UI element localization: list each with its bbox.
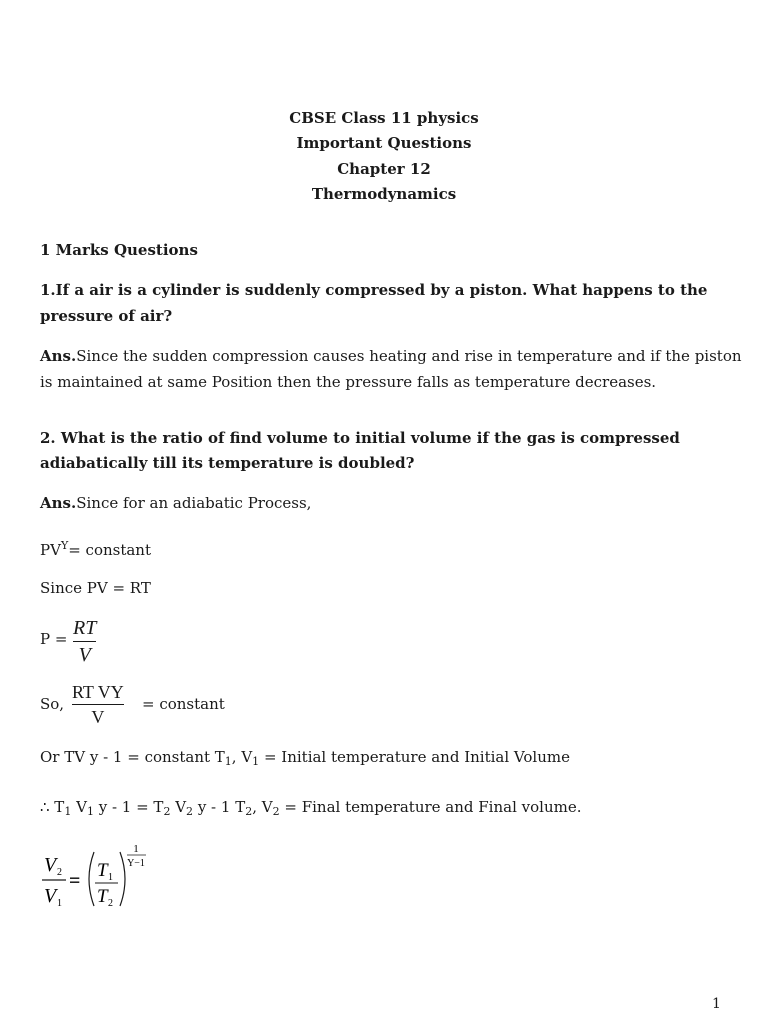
equation-so-lhs: So, (40, 695, 65, 713)
fraction-rt-over-v (73, 618, 96, 665)
eq-part: , V (231, 748, 253, 766)
ratio-formula (38, 840, 158, 912)
question-2-line-2: adiabatically till its temperature is doubled? (40, 454, 415, 472)
fraction-bar (72, 704, 124, 705)
eq-exponent: Y (60, 539, 69, 552)
equation-initial-state (40, 748, 570, 768)
fraction-numerator: RT (73, 617, 97, 639)
eq-subscript: 1 (86, 805, 94, 818)
answer-1-line-1 (40, 347, 742, 365)
fraction-denominator: V (91, 707, 105, 727)
formula-left-paren (89, 852, 94, 906)
formula-v-denominator: V (44, 885, 57, 907)
header-line-1: CBSE Class 11 physics (289, 109, 479, 127)
eq-subscript: 2 (186, 805, 194, 818)
eq-part: ∴ T (40, 798, 65, 816)
header-line-4: Thermodynamics (311, 185, 457, 203)
answer-label: Ans. (40, 494, 77, 512)
eq-part: y - 1 = T (93, 798, 164, 816)
answer-1-line-2: is maintained at same Position then the pressure falls as temperature decreases. (40, 373, 657, 391)
formula-t-subscript-1: 1 (108, 872, 113, 883)
equation-adiabatic (40, 539, 151, 559)
section-title: 1 Marks Questions (40, 241, 198, 259)
eq-part: , V (252, 798, 273, 816)
eq-subscript: 2 (272, 805, 280, 818)
eq-part: V (71, 798, 87, 816)
formula-t-denominator: T (97, 886, 108, 907)
equation-ideal-gas: Since PV = RT (40, 579, 151, 597)
eq-pv: PV (40, 541, 61, 559)
answer-2-intro (40, 494, 311, 512)
eq-part: V (170, 798, 187, 816)
question-1-line-2: pressure of air? (40, 307, 173, 325)
question-2-line-1: 2. What is the ratio of find volume to initial volume if the gas is compressed (40, 429, 680, 447)
answer-label: Ans. (40, 347, 77, 365)
fraction-numerator: RT VY (72, 682, 124, 702)
formula-right-paren (120, 852, 125, 906)
eq-constant: = constant (68, 541, 151, 559)
eq-subscript: 2 (163, 805, 171, 818)
eq-subscript: 1 (252, 755, 260, 768)
formula-t-subscript-2: 2 (108, 898, 113, 909)
eq-part: = Initial temperature and Initial Volume (259, 748, 570, 766)
eq-subscript: 1 (64, 805, 72, 818)
header-line-2: Important Questions (296, 134, 472, 152)
eq-part: = Final temperature and Final volume. (279, 798, 582, 816)
formula-exponent-denominator: Y−1 (127, 858, 145, 869)
header-line-3: Chapter 12 (337, 160, 431, 178)
formula-t-numerator: T (97, 860, 108, 881)
answer-2-text: Since for an adiabatic Process, (76, 494, 312, 512)
formula-exponent-numerator: 1 (133, 843, 139, 855)
page-number: 1 (712, 996, 721, 1012)
fraction-denominator: V (78, 644, 91, 666)
formula-v-numerator: V (44, 854, 57, 876)
fraction-bar (73, 641, 96, 642)
formula-equals: = (69, 870, 81, 892)
eq-part: y - 1 T (193, 798, 246, 816)
answer-1-text: Since the sudden compression causes heating and rise in temperature and if the piston (76, 347, 742, 365)
eq-part: Or TV y - 1 = constant T (40, 748, 225, 766)
question-1-line-1: 1.If a air is a cylinder is suddenly compressed by a piston. What happens to the (40, 281, 708, 299)
equation-final-state (40, 798, 581, 818)
formula-subscript-1: 1 (57, 898, 62, 909)
eq-subscript: 2 (245, 805, 253, 818)
eq-subscript: 1 (224, 755, 232, 768)
equation-so-rhs: = constant (142, 695, 225, 713)
fraction-rtvy-over-v (72, 683, 124, 726)
formula-subscript-2: 2 (57, 867, 62, 878)
equation-p-lhs: P = (40, 630, 68, 648)
